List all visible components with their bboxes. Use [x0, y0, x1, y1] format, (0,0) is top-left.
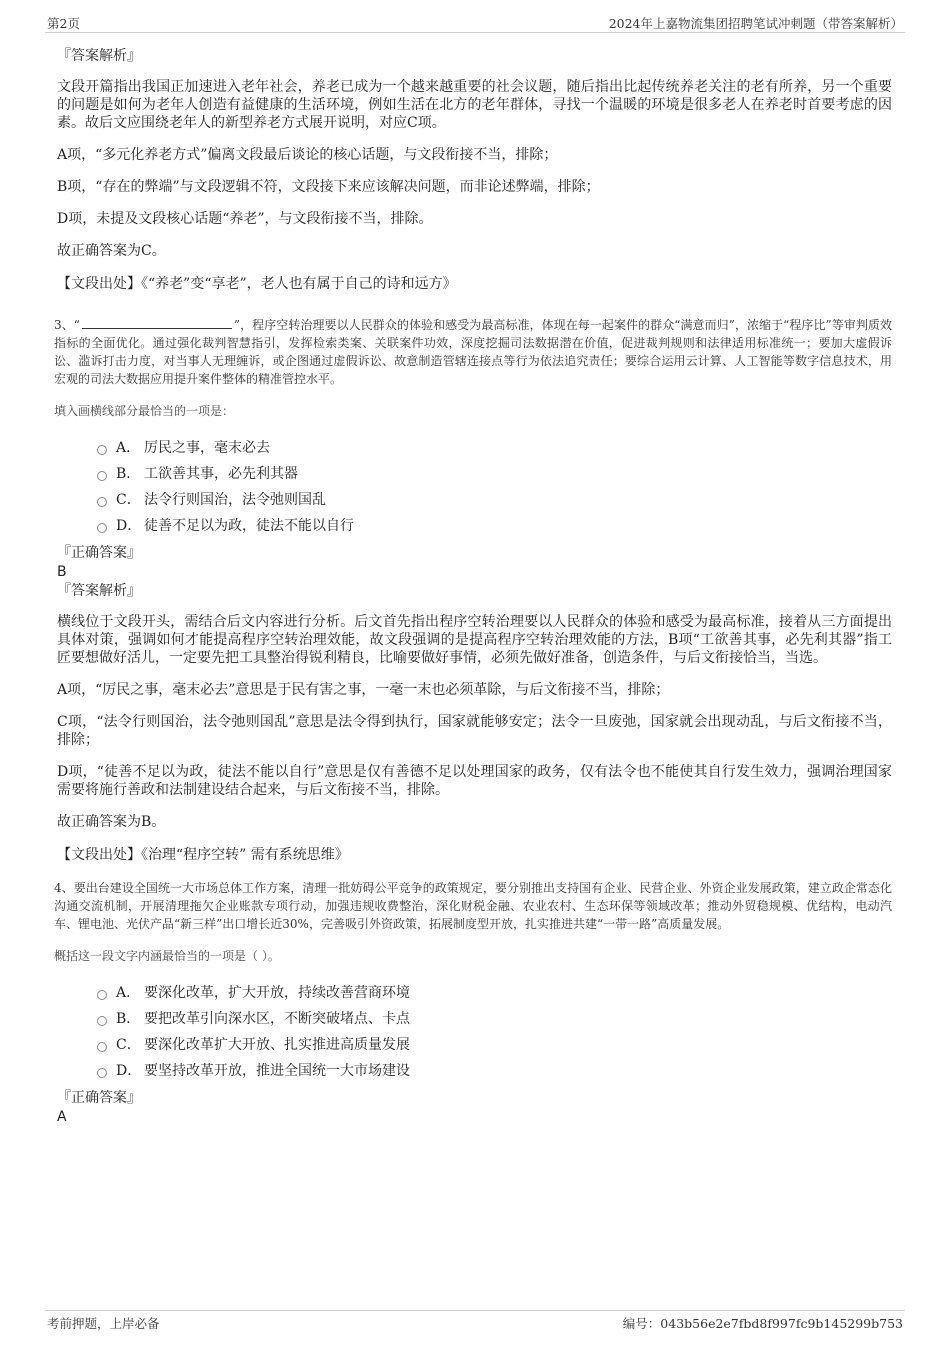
q3-option-c-analysis: C项，“法令行则国治，法令弛则国乱”意思是法令得到执行，国家就能够安定；法令一旦废弛，国家就会出现动乱，与后文衔接不当，排除；	[57, 714, 892, 748]
q3-stem-text: ”，程序空转治理要以人民群众的体验和感受为最高标准，体现在每一起案件的群众“满意而归”，浓缩于“程序比”等审判质效指标的全面优化。通过强化裁判智慧指引，发挥检索类案、关联案件功效，深度挖掘司法数据潜在价值，促进裁判规则和法律适用标准统一；要加大虚假诉讼、滥诉打击力度，对当事人无理缠诉，或企图通过虚假诉讼、故意制造管辖连接点等行为依法追究责任；要综合运用云计算、人工智能等数字信息技术，用宏观的司法大数据应用提升案件整体的精准管控水平。	[54, 318, 892, 386]
q3-option-a[interactable]: A． 厉民之事，毫末必去	[97, 435, 892, 461]
q2-option-b-analysis: B项，“存在的弊端”与文段逻辑不符，文段接下来应该解决问题，而非论述弊端，排除；	[57, 179, 600, 195]
q4-stem: 4、要出台建设全国统一大市场总体工作方案，清理一批妨碍公平竞争的政策规定，要分别推出支持国有企业、民营企业、外资企业发展政策，建立政企常态化沟通交流机制，开展清理拖欠企业账款专项行动，加强违规收费整治，深化财税金融、农业农村、生态环保等领域改革；推动外贸稳规模、优结构，电动汽车、锂电池、光伏产品“新三样”出口增长近30%，完善吸引外资政策，拓展制度型开放，扎实推进共建“一带一路”高质量发展。	[54, 881, 892, 931]
radio-icon[interactable]	[97, 990, 107, 1000]
q4-options	[97, 980, 892, 1084]
q4-option-b[interactable]: B． 要把改革引向深水区，不断突破堵点、卡点	[97, 1006, 892, 1032]
document-title: 2024年上嘉物流集团招聘笔试冲刺题（带答案解析）	[608, 16, 903, 31]
q2-analysis: 文段开篇指出我国正加速进入老年社会，养老已成为一个越来越重要的社会议题，随后指出比起传统养老关注的老有所养，另一个重要的问题是如何为老年人创造有益健康的生活环境，例如生活在北方的老年群体，寻找一个温暖的环境是很多老人在养老时首要考虑的因素。故后文应围绕老年人的新型养老方式展开说明，对应C项。	[57, 79, 892, 131]
q4-option-c[interactable]: C． 要深化改革扩大开放、扎实推进高质量发展	[97, 1032, 892, 1058]
radio-icon[interactable]	[97, 1042, 107, 1052]
footer-slogan: 考前押题，上岸必备	[47, 1316, 160, 1331]
document-body	[54, 46, 892, 1126]
q3-option-b[interactable]: B． 工欲善其事，必先利其器	[97, 461, 892, 487]
radio-icon[interactable]	[97, 1016, 107, 1026]
q4-option-d[interactable]: D． 要坚持改革开放，推进全国统一大市场建设	[97, 1058, 892, 1084]
q3-option-c[interactable]: C． 法令行则国治，法令弛则国乱	[97, 487, 892, 513]
radio-icon[interactable]	[97, 471, 107, 481]
q2-analysis-tag: 『答案解析』	[57, 48, 141, 64]
q3-answer: B	[57, 564, 67, 580]
radio-icon[interactable]	[97, 445, 107, 455]
page-number: 第2页	[47, 16, 80, 31]
radio-icon[interactable]	[97, 497, 107, 507]
footer-serial: 编号：043b56e2e7fbd8f997fc9b145299b753	[622, 1316, 903, 1331]
q2-conclusion: 故正确答案为C。	[57, 243, 166, 259]
q3-analysis-tag: 『答案解析』	[57, 583, 141, 599]
q3-blank	[82, 318, 232, 329]
q4-answer-tag: 『正确答案』	[57, 1090, 141, 1106]
q3-analysis: 横线位于文段开头，需结合后文内容进行分析。后文首先指出程序空转治理要以人民群众的体验和感受为最高标准，接着从三方面提出具体对策，强调如何才能提高程序空转治理效能，故文段强调的是提高程序空转治理效能的方法，B项“工欲善其事，必先利其器”指工匠要想做好活儿，一定要先把工具整治得锐利精良，比喻要做好事情，必须先做好准备，创造条件，与后文衔接恰当，当选。	[57, 614, 892, 666]
radio-icon[interactable]	[97, 1068, 107, 1078]
q4-answer: A	[57, 1109, 67, 1125]
q3-option-a-analysis: A项，“厉民之事，毫末必去”意思是于民有害之事，一毫一末也必须革除，与后文衔接不当，排除；	[57, 682, 670, 698]
q3-conclusion: 故正确答案为B。	[57, 814, 166, 830]
page-header	[45, 14, 905, 33]
q3-option-d-analysis: D项，“徒善不足以为政，徒法不能以自行”意思是仅有善德不足以处理国家的政务，仅有法令也不能使其自行发生效力，强调治理国家需要将施行善政和法制建设结合起来，与后文衔接不当，排除。	[57, 764, 892, 798]
q3-answer-tag: 『正确答案』	[57, 545, 141, 561]
radio-icon[interactable]	[97, 523, 107, 533]
q3-ask: 填入画横线部分最恰当的一项是：	[54, 404, 235, 418]
q2-option-a-analysis: A项，“多元化养老方式”偏离文段最后谈论的核心话题，与文段衔接不当，排除；	[57, 147, 558, 163]
q2-source: 【文段出处】《“养老”变“享老”，老人也有属于自己的诗和远方》	[57, 276, 457, 292]
q2-option-d-analysis: D项，未提及文段核心话题“养老”，与文段衔接不当，排除。	[57, 211, 433, 227]
q3-source: 【文段出处】《治理“程序空转” 需有系统思维》	[57, 847, 349, 863]
q4-option-a[interactable]: A． 要深化改革，扩大开放，持续改善营商环境	[97, 980, 892, 1006]
q4-ask: 概括这一段文字内涵最恰当的一项是（ ）。	[54, 949, 280, 963]
q3-options	[97, 435, 892, 539]
q3-stem	[54, 316, 892, 388]
q3-stem-prefix: 3、“	[54, 318, 80, 332]
q3-option-d[interactable]: D． 徒善不足以为政，徒法不能以自行	[97, 513, 892, 539]
page-footer	[45, 1310, 905, 1334]
